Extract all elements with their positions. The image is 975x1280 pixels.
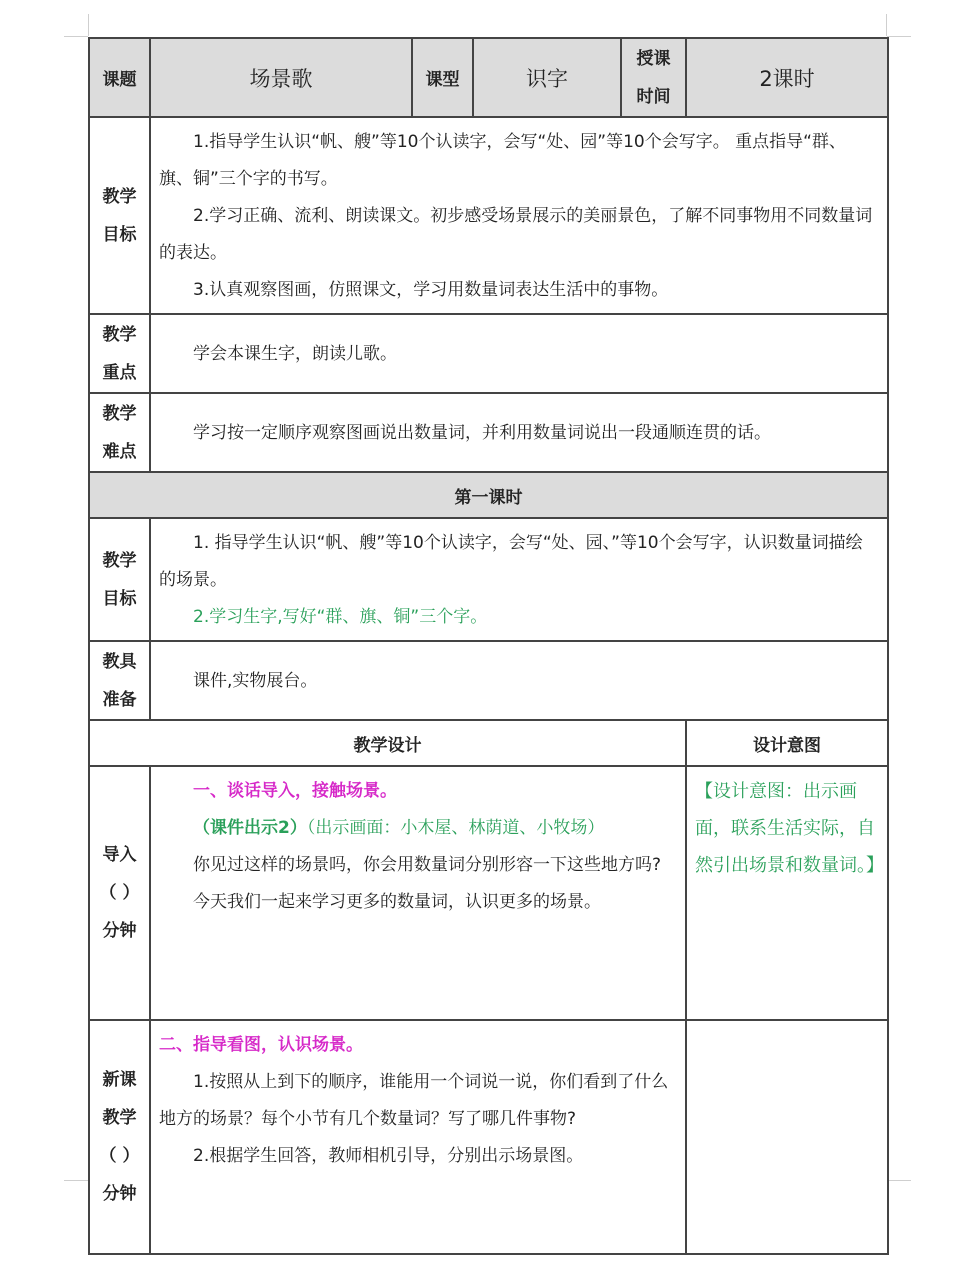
- design-header-row: [89, 720, 888, 766]
- label-line: 准备: [102, 689, 137, 710]
- courseware-desc: （出示画面：小木屋、林荫道、小牧场）: [306, 818, 605, 838]
- intro-row: [89, 766, 888, 1020]
- label-line: 新课: [102, 1070, 137, 1090]
- objective-item: 3.认真观察图画，仿照课文，学习用数量词表达生活中的事物。: [193, 280, 669, 300]
- intro-heading: 一、谈话导入，接触场景。: [193, 781, 397, 801]
- label-line: （ ）: [99, 883, 140, 903]
- new-lesson-paragraph: 2.根据学生回答，教师相机引导，分别出示场景图。: [193, 1146, 584, 1166]
- time-label-line1: 授课: [636, 48, 671, 69]
- design-header: 教学设计: [89, 720, 686, 766]
- crop-mark: [887, 1180, 911, 1181]
- time-label: [621, 38, 686, 117]
- objective-item: 1.指导学生认识“帆、艘”等10个认读字，会写“处、园”等10个会写字。 重点指导“群、旗、铜”三个字的书写。: [159, 132, 846, 189]
- type-value: 识字: [473, 38, 621, 117]
- type-label: 课型: [412, 38, 473, 117]
- label-line: 导入: [102, 845, 137, 865]
- header-row: [89, 38, 888, 117]
- objective-item: 2.学习正确、流利、朗读课文。初步感受场景展示的美丽景色，了解不同事物用不同数量词的表达。: [159, 206, 873, 263]
- label-line: 重点: [102, 362, 137, 383]
- lesson1-objectives-label: [89, 518, 150, 641]
- tools-text: 课件,实物展台。: [193, 671, 318, 691]
- objectives-content: [150, 117, 888, 314]
- label-line: 目标: [102, 224, 137, 245]
- time-value: 2课时: [686, 38, 888, 117]
- new-lesson-label: [89, 1020, 150, 1254]
- topic-value: 场景歌: [150, 38, 412, 117]
- label-line: 目标: [102, 588, 137, 609]
- difficulties-text: 学习按一定顺序观察图画说出数量词，并利用数量词说出一段通顺连贯的话。: [193, 423, 771, 443]
- label-line: 难点: [102, 441, 137, 462]
- label-line: 教学: [102, 186, 137, 207]
- new-lesson-intent: [686, 1020, 888, 1254]
- intro-label: [89, 766, 150, 1020]
- tools-label: [89, 641, 150, 720]
- label-line: （ ）: [99, 1146, 140, 1166]
- label-line: 教学: [102, 403, 137, 424]
- label-line: 教学: [102, 324, 137, 345]
- lesson-plan-table: [88, 37, 889, 1255]
- key-points-label: [89, 314, 150, 393]
- key-points-text: 学会本课生字，朗读儿歌。: [193, 344, 397, 364]
- difficulties-label: [89, 393, 150, 472]
- lesson1-title-row: [89, 472, 888, 518]
- new-lesson-row: [89, 1020, 888, 1254]
- key-points-row: [89, 314, 888, 393]
- crop-mark: [64, 36, 88, 37]
- label-line: 分钟: [102, 921, 137, 941]
- tools-content: [150, 641, 888, 720]
- lesson1-objective-item: 1. 指导学生认识“帆、艘”等10个认读字，会写“处、园、”等10个会写字，认识数量词描绘的场景。: [159, 533, 863, 590]
- lesson1-title: 第一课时: [89, 472, 888, 518]
- difficulties-content: [150, 393, 888, 472]
- label-line: 分钟: [102, 1184, 137, 1204]
- intro-paragraph: 今天我们一起来学习更多的数量词，认识更多的场景。: [193, 892, 601, 912]
- lesson1-objectives-content: [150, 518, 888, 641]
- objectives-row: [89, 117, 888, 314]
- label-line: 教具: [102, 651, 137, 672]
- intro-paragraph: 你见过这样的场景吗，你会用数量词分别形容一下这些地方吗?: [193, 855, 662, 875]
- intro-intent: 【设计意图：出示画面，联系生活实际，自然引出场景和数量词。】: [686, 766, 888, 1020]
- intro-content: [150, 766, 686, 1020]
- difficulties-row: [89, 393, 888, 472]
- new-lesson-paragraph: 1.按照从上到下的顺序，谁能用一个词说一说，你们看到了什么地方的场景？每个小节有几个数量词？写了哪几件事物?: [159, 1072, 669, 1129]
- crop-mark: [886, 14, 887, 36]
- time-label-line2: 时间: [636, 86, 671, 107]
- courseware-note: （课件出示2）: [193, 818, 307, 838]
- new-lesson-heading: 二、指导看图，认识场景。: [159, 1035, 363, 1055]
- label-line: 教学: [102, 550, 137, 571]
- lesson1-objectives-row: [89, 518, 888, 641]
- objectives-label: [89, 117, 150, 314]
- label-line: 教学: [102, 1108, 137, 1128]
- key-points-content: [150, 314, 888, 393]
- crop-mark: [887, 36, 911, 37]
- topic-label: 课题: [89, 38, 150, 117]
- crop-mark: [88, 14, 89, 36]
- lesson1-objective-item: 2.学习生字,写好“群、旗、铜”三个字。: [193, 607, 488, 627]
- new-lesson-content: [150, 1020, 686, 1254]
- crop-mark: [64, 1180, 88, 1181]
- tools-row: [89, 641, 888, 720]
- intent-header: 设计意图: [686, 720, 888, 766]
